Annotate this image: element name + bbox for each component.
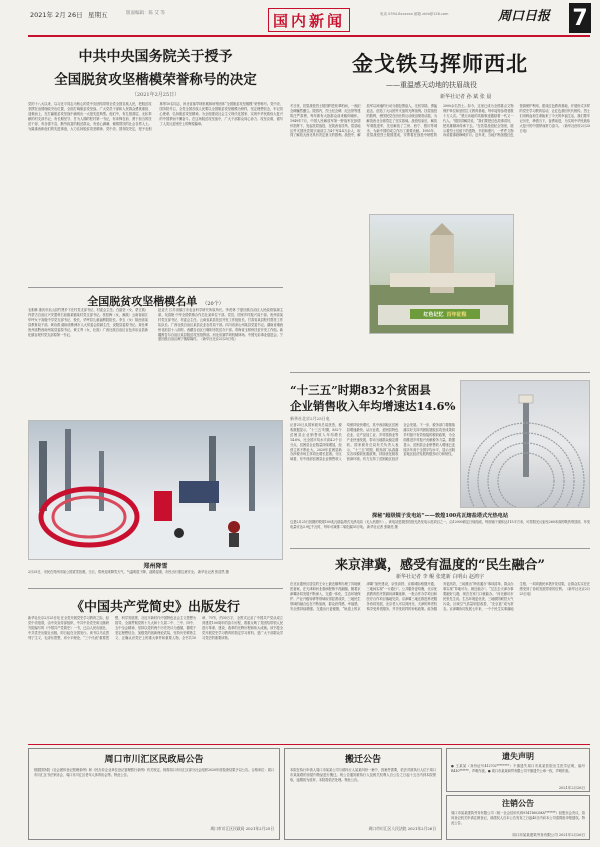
article-body: 党的十八大以来，以习近平同志为核心的党中央团结带领全党全国各族人民，把脱贫攻坚摆在治国理政突出位置，全面打响脱贫攻坚战。广大党员干部和人民群众勇挑重担、迎难而上，在打赢脱贫攻坚战中涌现出一大批先进典型。他们中，有扎根基层、无私奉献的村支部书记，有长期坚守、甘为人梯的驻村第一书记，有冲锋在前、勇于担当的扶贫干部，有自强不息、勤劳致富的脱贫群众，有爱心满满、倾情帮扶的社会各界人士。为隆重表彰他们的先进事迹，大力弘扬脱贫攻坚精神，党中央、国务院决定，授予毛相林等10名同志，河北省塞罕坝机械林场等团体“全国脱贫攻坚楷模”荣誉称号。党中央、国务院号召，全党全国各族人民要以全国脱贫攻坚楷模为榜样，坚定理想信念，牢记初心使命，弘扬脱贫攻坚精神，为全面建设社会主义现代化国家、实现中华民族伟大复兴的中国梦而不懈奋斗。在这场脱贫攻坚战中，广大干部群众同心协力、攻坚克难，谱写了人类反贫困史上的辉煌篇章。 (28, 102, 283, 131)
article-headline-2: 企业销售收入年均增速达14.6% (290, 399, 456, 413)
article-body: 记者25日从国家税务总局获悉，税收数据显示，“十三五”时期，832个贫困县企业销售收入年均增长14.6%，比全国平均水平高4.2个百分点。贫困县企业数量持续增加，经营主体不断壮大，2020年贫困县新办涉税市场主体同比增长显著。分区域看，东中西部贫困县企业销售收入均保持较快增长，其中西部地区贫困县增速最快。从行业看，贫困县特色农业、农产品加工业、乡村旅游业等产业快速发展，带动当地群众稳定增收。国家税务总局有关负责人表示，“十三五”时期，税务部门认真落实各项税收优惠政策，持续优化税收营商环境，有力支持了贫困地区经济社会发展。下一步，税务部门将继续落实好支持巩固拓展脱贫攻坚成果同乡村振兴有效衔接的税收政策，为全面推进乡村振兴贡献税务力量。数据显示，贫困县企业销售收入增速已连续多年高于全国平均水平，显示出脱贫地区经济发展的强劲动力和韧性。 (290, 423, 455, 462)
snow-scene-svg (29, 421, 283, 560)
article-deck: ——重温感天动地的扶眉战役 (386, 81, 477, 89)
notice-deregistration (446, 795, 590, 840)
article-dateline: （2021年2月25日） (131, 92, 180, 98)
paper-name-logo: 周口日报 (498, 9, 551, 24)
notice-title: 周口市川汇区民政局公告 (104, 755, 204, 765)
article-party-history (28, 592, 283, 742)
notice-title: 注销公告 (502, 798, 534, 808)
page-number-box (569, 3, 591, 33)
notice-body: 根据国务院《社会团体登记管理条例》和《民办非企业单位登记管理暂行条例》有关规定，现将周口市川汇区部分社会组织2020年度检查结果予以公告。合格单位：周口市川汇区书法家协会、周口市川汇区老年人体育协会等。特此公告。 (34, 768, 274, 777)
solar-caption-body: 这是2月25日拍摄的敦煌100兆瓦熔盐塔式光热电站（无人机照片）。该电站是我国首批光热发电示范项目之一，由12000面定日镜组成，每面镜子面积达115平方米，可将阳光反射至260米高的吸热塔顶部，年发电量可达3.9亿千瓦时，每年可减排二氧化碳35万吨。 新华社记者 张晓亮 摄 (290, 520, 590, 529)
memorial-banner-text: 红色记忆 (423, 311, 444, 318)
masthead-rule (28, 35, 590, 37)
article-headline: 《中国共产党简史》出版发行 (70, 600, 240, 615)
notice-footer: 周口市川汇区民政局 2021年2月25日 (210, 826, 274, 831)
list-body-right: 赵亚夫 江苏省镇江市农业科学研究所原所长。李虎林 宁夏回族自治区人民政府原副主席。吴春艳 中华全国供销合作总社某单位干部。党员，国家乡村振兴局干部。贵州省某村党支部书记、村委会主任。云南省某县扶贫开发工作组组长。甘肃省某县驻村帮扶工作队队长。广西壮族自治区某县农业农村局干部。四川省凉山州某县党委书记。湖南省湘西州花垣县十八洞村。西藏自治区日喀则市扶贫办干部。青海省玉树州扶贫开发工作组。新疆维吾尔自治区某县脱贫攻坚指挥部。河北省塞罕坝机械林场。中国光彩事业促进会。宁夏回族自治区闽宁镇原隆村。（新华社北京2月25日电） (158, 308, 283, 342)
section-title-box (268, 8, 350, 32)
article-headline: 金戈铁马挥师西北 (352, 51, 528, 76)
snow-caption: 2月25日，市民在郑州市某公园赏雪拍照。当日，郑州迎来降雪天气，气温明显下降，道路湿滑，市民出行需注意安全。 新华社记者 张浩然 摄 (28, 570, 229, 574)
article-byline: 新华社记者 孙 斌 张 晨 (440, 94, 492, 100)
notice-footer: 周口市川汇区人民法院 2021年2月26日 (368, 826, 436, 831)
masthead (0, 0, 600, 44)
article-headline-2: 全国脱贫攻坚楷模荣誉称号的决定 (54, 72, 257, 88)
notice-relocation (284, 748, 442, 840)
list-subtitle: （20个） (202, 301, 224, 307)
solar-plant-svg (461, 381, 590, 508)
notice-title: 搬迁公告 (344, 755, 381, 765)
article-headline: 来京津冀，感受有温度的“民生融合” (335, 558, 545, 573)
article-byline: 新华社记者 李 鲲 张建新 白明山 赵鸿宇 (396, 574, 484, 580)
article-headline: 中共中央国务院关于授予 (78, 49, 233, 65)
contact-info: 电话 0394-8xxxxxx 邮箱 zkrb@126.com (380, 12, 449, 16)
jingjinji-body-columns: 在北京通州区居住的王女士最近顺利办理了异地就医备案，在天津和河北看病报销不再跑腿。随着京津冀协同发展不断深入，交通一体化、生态环境保护、产业升级转移等领域取得显著成效，三地民生领域的融合也在不断加深，群众获得感、幸福感、安全感持续增强。交通出行更便捷，“轨道上的京津冀”加快建设，京张高铁、京雄城际相继开通，三地间实现“一卡通行”。公共服务更均衡，北京优质教育医疗资源向津冀延伸，一批合作办学项目和医疗合作项目落地见效。京津冀三地还推进养老服务协同发展，北京老人可以到河北、天津的养老机构享受养老服务，并享受同样的补贴政策。政务服务更高效，三地推出“跨省通办”事项清单，群众办事实现“异地可办、就近能办”。“过去去天津办事要跑好几趟，现在在家门口就能办。”河北廊坊市民张先生说。生态环境更优美，三地联防联控大气污染，区域空气质量明显改善，“北京蓝”成为常态。京津冀协同发展七年来，一个个民生实事落地生根，一项项惠民举措开花结果，让群众实实在在感受到了协同发展带来的红利。（新华社北京2月25日电） (290, 582, 590, 611)
notice-civil-affairs (28, 748, 280, 840)
section-title: 国内新闻 (272, 11, 345, 30)
memorial-photo (369, 214, 514, 334)
article-byline: 新华社北京2月25日电 (290, 416, 330, 421)
solar-caption: 探秘“超级镜子发电站”——敦煌100兆瓦熔盐塔式光热电站 (371, 513, 509, 519)
article-model-list (28, 290, 283, 410)
divider (28, 588, 283, 589)
article-poverty-decision (28, 40, 283, 285)
list-body-left: 毛相林 重庆市巫山县竹贤乡下庄村党支部书记、村委会主任。白晶莹（女，蒙古族）内蒙古自治区兴安盟科右前旗某镇某村党支部书记。张桂梅（女，满族）云南省丽江华坪女子高级中学党支部书记、校长，华坪县儿童福利院院长。李玉（女）陕西省某县教育局干部。黄诗燕 湖南省株洲市人大常委会原副主任，炎陵县委原书记。姜仕坤 贵州省黔西南州某县委原书记。黄文秀（女，壮族）广西壮族自治区百色市乐业县新化镇百坭村党支部原第一书记。 (28, 308, 148, 337)
page-number: 7 (572, 5, 588, 31)
notice-title: 遗失声明 (502, 751, 534, 761)
notice-body: 本院在执行申请人周口市某某公司与被执行人某某纠纷一案中，因案件需要，依法对被执行人位于周口市某某路的房屋内物品进行搬迁。现公告通知被执行人及相关权利人自公告之日起十五日内到本院领取，逾期视为放弃，本院将依法处理。特此公告。 (290, 768, 436, 782)
page-editor: 版面编辑：陈 艾 等 (126, 11, 165, 16)
divider (290, 548, 590, 549)
article-headline: “十三五”时期832个贫困县 (290, 383, 431, 397)
snow-photo (28, 420, 283, 560)
solar-plant-photo (460, 380, 590, 508)
notice-body: 周口市某某建筑劳务有限公司（统一社会信用代码91411602MA*******）经股东会决议，拟向登记机关申请注销登记，请债权人自本公告发布之日起45日内向本公司清算组申报债权。特此公告。 (451, 811, 585, 825)
list-headline: 全国脱贫攻坚楷模名单 (87, 295, 198, 308)
divider (290, 372, 590, 373)
memorial-banner-text-2: 百年征程 (446, 311, 467, 318)
notice-footer: 2021年2月26日 (558, 786, 585, 790)
divider (28, 287, 283, 288)
ads-top-rule (28, 744, 590, 745)
issue-weekday: 星期五 (88, 11, 108, 19)
snow-caption-title: 郑州降雪 (143, 563, 168, 570)
issue-date: 2021年 2月 26日 (30, 11, 83, 19)
notice-lost (446, 748, 590, 792)
article-body: 新华社北京2月25日电 在全党开展党史学习教育之际，经党中央批准，由中央宣传部组织、中共中央党史和文献研究院编写的《中国共产党简史》一书，已由人民出版社、中共党史出版社出版，即日起在全国发行。该书以马克思列宁主义、毛泽东思想、邓小平理论、“三个代表”重要思想、科学发展观、习近平新时代中国特色社会主义思想为指导，全面贯彻党的十九大和十九届二中、三中、四中、五中全会精神，坚持以党的两个历史决议为遵循，着眼于坚定理想信念、加强党的创新理论武装、坚持历史唯物主义、正确认识党史上的重大事件和重要人物。全书共10章、70节，约30万字，全景式记录了中国共产党从成立到建党100周年的奋斗历程，着重反映了党团结带领人民进行革命、建设、改革的光辉历程和伟大成就。该书是全党开展党史学习教育的指定学习材料，是广大干部群众学习党史的重要读物。 (28, 616, 283, 640)
article-body: 冬日里，扶眉战役烈士陵园的苍松翠柏间，一座纪念碑巍然矗立。陵园内，烈士纪念碑、纪念馆等建筑庄严肃穆，每年都有大批群众前来瞻仰缅怀。1949年7月，中国人民解放军第一野战军在彭德怀指挥下，发起扶眉战役，在陕西省扶风、眉县地区歼灭国民党胡宗南部主力4个军4.4万余人，取得了解放大西北具有决定意义的胜利。战役中，解放军以神速的行动分割包围敌人，迂回穿插、勇猛追击，创造了大兵团歼灭战的光辉战例。扶眉战役的胜利，使国民党在西北的反动统治彻底动摇，为解放西北全境奠定了坚实基础。战役结束后，解放军乘胜进军，先后解放了兰州、西宁、银川等城市，为新中国的成立作出了重要贡献。1955年，扶眉战役烈士陵园建成，安葬着在战役中牺牲的2000余名烈士。如今，这里已成为全国重点文物保护单位和爱国主义教育基地，每年接待参观者数十万人次。“感天动地的英雄事迹激励着一代又一代人。”陵园讲解员说，“我们要把红色故事讲好，把英雄精神传承下去。”在扶眉战役纪念馆里，展示着烈士们留下的遗物、书信和照片，一件件文物诉说着那段峥嵘岁月。近年来，当地不断加强红色资源保护利用，建成红色教育基地，开展形式多样的党史学习教育活动，让红色基因代代相传。烈士们用鲜血和生命换来了今天的幸福生活，我们要牢记历史，珍惜当下，奋勇前进，为实现中华民族伟大复兴的中国梦而努力奋斗。（新华社西安2月25日电） (290, 104, 590, 138)
notice-footer: 周口市某某建筑劳务有限公司 2021年2月26日 (512, 833, 585, 837)
memorial-banner (410, 308, 480, 320)
notice-body: ● 王某某（身份证号412702********）不慎遗失周口市某某医院出生医学证明，编号R410******，声明作废。● 周口市某某商贸有限公司不慎遗失公章一枚，声明作废。 (451, 764, 585, 773)
